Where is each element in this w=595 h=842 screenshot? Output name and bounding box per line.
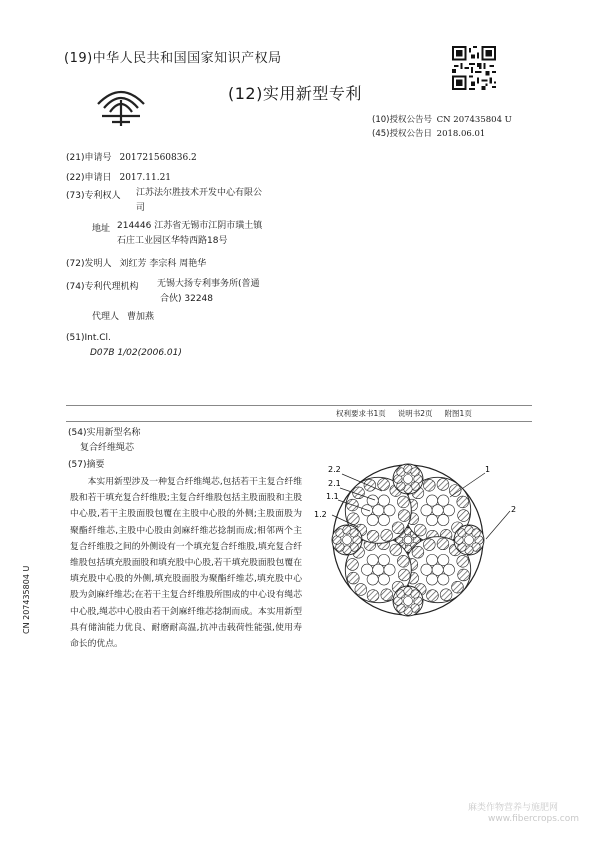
rope-core-cross-section [300,455,532,625]
main-1-outer-wire [414,524,426,536]
inventors-row [66,256,206,269]
patentee-line-1: 江苏法尔胜技术开发中心有限公 [136,188,263,198]
main-2-outer-wire [457,555,469,567]
intcl-code: D07B 1/02(2006.01) [90,348,182,358]
inventors: 刘红芳 李宗科 周艳华 [119,259,207,269]
agency-line-2: 合伙) 32248 [160,294,214,304]
abstract-label: (57)摘要 [68,460,105,470]
main-3-outer-wire [347,559,359,571]
main-4-inner-wire [378,495,389,506]
agent-row [92,309,154,322]
main-1-center-wire [432,505,443,516]
main-3-outer-wire [397,555,409,567]
main-3-outer-wire [381,589,393,601]
divider-top [66,405,532,406]
publication-number: CN 207435804 U [436,115,512,125]
claims-pages: 权利要求书1页 [336,409,386,418]
issuing-office: (19)中华人民共和国国家知识产权局 [64,51,282,66]
main-4-outer-wire [381,529,393,541]
agent-label: 代理人 [92,312,120,322]
main-2-outer-wire [412,546,424,558]
patentee-label: (73)专利权人 [66,191,121,201]
qr-code [452,46,496,90]
main-3-outer-wire [390,544,402,556]
filler-1-center-wire [465,536,474,545]
main-4-inner-wire [384,505,395,516]
main-2-inner-wire [438,554,449,565]
main-4-inner-wire [367,495,378,506]
watermark-line-1: 麻类作物营养与施肥网 [468,803,559,813]
filler-2-center-wire [404,597,413,606]
publication-date: 2018.06.01 [436,129,486,139]
main-2-inner-wire [443,564,454,575]
label-1-2: 1.2 [314,510,327,519]
filler-1-outer-wire [472,529,481,538]
address [117,219,262,249]
side-publication-number: CN 207435804 U [22,565,31,634]
page-count-info [336,408,484,419]
divider-bottom [66,421,532,422]
agency-label: (74)专利代理机构 [66,282,139,292]
main-3-inner-wire [384,564,395,575]
main-1-outer-wire [437,479,449,491]
main-4-inner-wire [378,514,389,525]
main-1-inner-wire [426,495,437,506]
utility-model-title: 复合纤维绳芯 [80,443,135,453]
agency [157,277,260,307]
drawing-pages: 附图1页 [444,409,472,418]
main-2-outer-wire [452,581,464,593]
main-2-inner-wire [426,574,437,585]
main-3-outer-wire [355,584,367,596]
main-4-center-wire [373,505,384,516]
patentee-line-2: 司 [136,203,146,213]
main-1-outer-wire [423,479,435,491]
label-2-2: 2.2 [328,465,341,474]
agency-line-1: 无锡大扬专利事务所(普通 [157,279,260,289]
main-4-inner-wire [367,514,378,525]
publication-number-row [372,113,512,125]
main-2-center-wire [432,564,443,575]
main-4-outer-wire [392,522,404,534]
main-4-outer-wire [364,479,376,491]
main-1-inner-wire [438,495,449,506]
main-1-inner-wire [443,505,454,516]
main-2-outer-wire [427,590,439,602]
filing-date-label: (22)申请日 [66,173,112,183]
filing-date: 2017.11.21 [119,173,172,183]
main-3-inner-wire [367,574,378,585]
main-2-inner-wire [438,574,449,585]
label-2: 2 [511,505,517,514]
abstract-text: 本实用新型涉及一种复合纤维绳芯,包括若干主复合纤维股和若干填充复合纤维股;主复合纤维股包括主股面股和主股中心股,若干主股面股包覆在主股中心股的外侧;主股面股为聚酯纤维芯,主股中心股由剑麻纤维芯捻制而成;相邻两个主复合纤维股之间的外侧设有一个填充复合纤维股,填充复合纤维股包括填充股面股和填充股中心股,若干填充股面股包覆在填充股中心股的外侧,填充股面股为聚酯纤维芯,填充股中心股为剑麻纤维芯;在若干主复合纤维股所围成的中心设有绳芯中心股,绳芯中心股由若干剑麻纤维芯捻制而成。本实用新型具有储油能力优良、耐磨耐高温,抗冲击载荷性能强,使用寿命长的优点。 [70,477,302,650]
application-number-row [66,150,197,163]
main-4-outer-wire [367,530,379,542]
filler-3-center-wire [343,536,352,545]
cnipa-logo [92,74,150,132]
main-3-outer-wire [347,572,359,584]
watermark-line-2: www.fibercrops.com [488,814,579,824]
filler-3-outer-wire [350,529,359,538]
intcl-label: (51)Int.Cl. [66,333,111,343]
main-3-outer-wire [398,569,410,581]
inventors-label: (72)发明人 [66,259,112,269]
title-label: (54)实用新型名称 [68,428,141,438]
main-2-inner-wire [426,554,437,565]
main-2-outer-wire [458,569,470,581]
publication-date-row [372,127,485,139]
address-label: 地址 [92,224,111,234]
main-3-outer-wire [367,590,379,602]
patentee [136,186,262,216]
main-2-outer-wire [437,538,449,550]
main-2-outer-wire [440,589,452,601]
address-line-2: 石庄工业园区华特西路18号 [117,236,228,246]
agent: 曹加燕 [127,312,155,322]
main-3-inner-wire [378,554,389,565]
main-2-outer-wire [423,539,435,551]
filler-4-outer-wire [411,468,420,477]
main-3-inner-wire [378,574,389,585]
main-4-outer-wire [398,510,410,522]
application-number-label: (21)申请号 [66,153,112,163]
application-number: 201721560836.2 [119,153,197,163]
core-center-wire [404,536,412,544]
label-1-1: 1.1 [326,492,339,501]
document-type: (12)实用新型专利 [228,84,362,103]
label-1: 1 [485,465,491,474]
main-1-inner-wire [426,514,437,525]
main-4-outer-wire [397,496,409,508]
publication-date-label: (45)授权公告日 [372,129,432,139]
main-1-outer-wire [458,510,470,522]
main-3-center-wire [373,564,384,575]
filing-date-row [66,170,171,183]
address-line-1: 214446 江苏省无锡市江阴市璜土镇 [117,221,263,231]
publication-number-label: (10)授权公告号 [372,115,432,125]
label-2-1: 2.1 [328,479,341,488]
main-1-outer-wire [457,496,469,508]
main-2-inner-wire [421,564,432,575]
main-3-inner-wire [361,564,372,575]
main-1-inner-wire [438,514,449,525]
filler-4-center-wire [404,475,413,484]
description-pages: 说明书2页 [397,409,433,418]
filler-2-outer-wire [411,590,420,599]
main-1-inner-wire [421,505,432,516]
main-4-outer-wire [378,479,390,491]
main-3-inner-wire [367,554,378,565]
